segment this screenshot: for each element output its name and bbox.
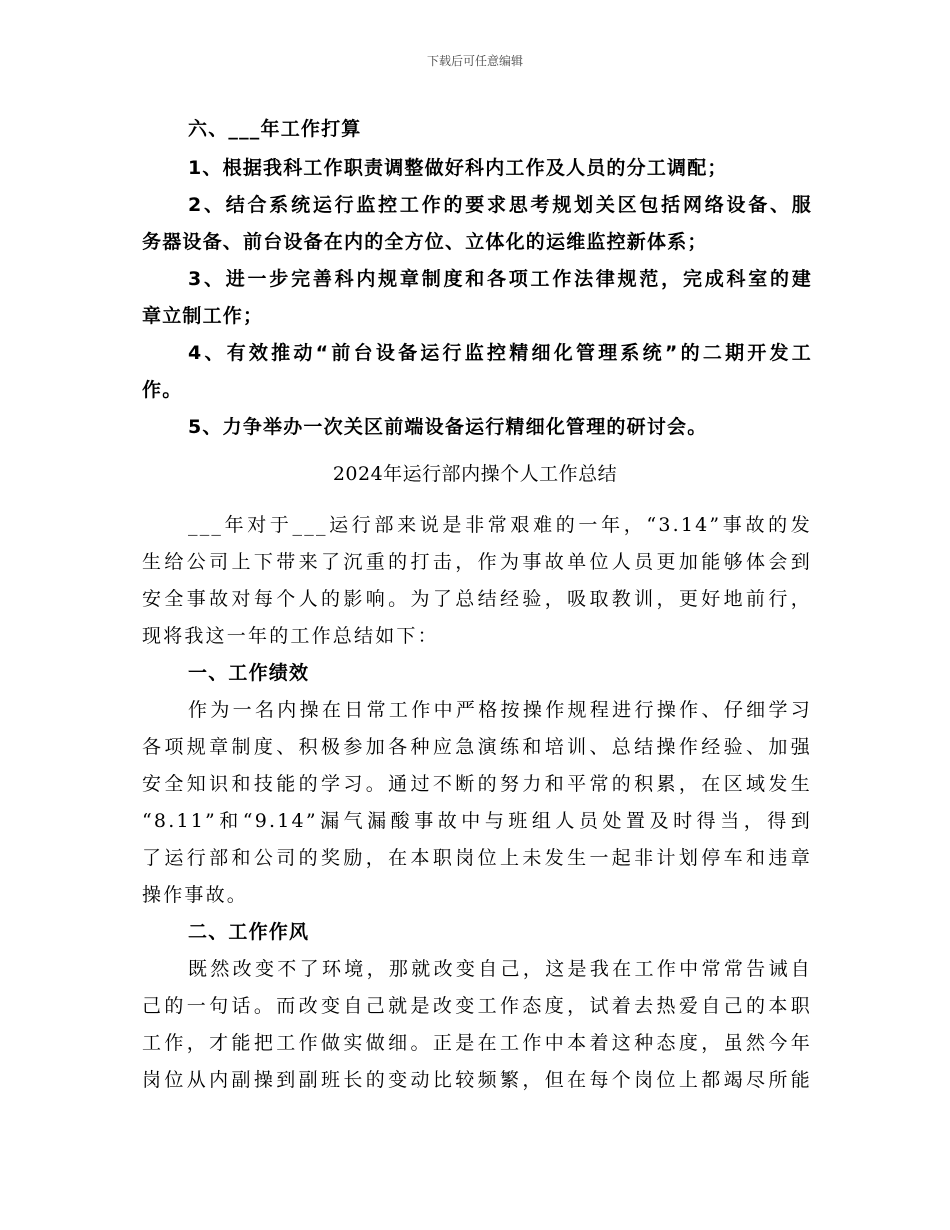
- paragraph-line: 作为一名内操在日常工作中严格按操作规程进行操作、仔细学习: [188, 699, 812, 721]
- paragraph-line: 己的一句话。而改变自己就是改变工作态度，试着去热爱自己的本职: [142, 995, 812, 1017]
- paragraph-line: 现将我这一年的工作总结如下：: [142, 625, 439, 647]
- paragraph-line: 安全知识和技能的学习。通过不断的努力和平常的积累，在区域发生: [142, 773, 812, 795]
- plan-item-line: 5、力争举办一次关区前端设备运行精细化管理的研讨会。: [188, 416, 708, 438]
- paragraph-line: 岗位从内副操到副班长的变动比较频繁，但在每个岗位上都竭尽所能: [142, 1069, 812, 1091]
- section-heading: 二、工作作风: [188, 921, 310, 943]
- section-heading: 一、工作绩效: [188, 662, 310, 684]
- paragraph-line: 操作事故。: [142, 884, 249, 906]
- paragraph-line: 了运行部和公司的奖励，在本职岗位上未发生一起非计划停车和违章: [142, 847, 812, 869]
- paragraph-line: 生给公司上下带来了沉重的打击，作为事故单位人员更加能够体会到: [142, 551, 812, 573]
- plan-item-line: 3、进一步完善科内规章制度和各项工作法律规范，完成科室的建: [188, 268, 812, 290]
- document-title: 2024年运行部内操个人工作总结: [332, 463, 618, 485]
- paragraph-line: 各项规章制度、积极参加各种应急演练和培训、总结操作经验、加强: [142, 736, 812, 758]
- section-heading: 六、___年工作打算: [188, 118, 362, 140]
- plan-item-line: 务器设备、前台设备在内的全方位、立体化的运维监控新体系；: [142, 231, 708, 253]
- plan-item-line: 作。: [142, 379, 183, 401]
- plan-item-line: 1、根据我科工作职责调整做好科内工作及人员的分工调配；: [188, 157, 728, 179]
- paragraph-line: 工作，才能把工作做实做细。正是在工作中本着这种态度，虽然今年: [142, 1032, 812, 1054]
- plan-item-line: 章立制工作；: [142, 305, 264, 327]
- page-header: 下载后可任意编辑: [426, 54, 523, 68]
- paragraph-line: 既然改变不了环境，那就改变自己，这是我在工作中常常告诫自: [188, 958, 812, 980]
- paragraph-line: “8.11”和“9.14”漏气漏酸事故中与班组人员处置及时得当，得到: [142, 810, 812, 832]
- plan-item-line: 2、结合系统运行监控工作的要求思考规划关区包括网络设备、服: [188, 194, 812, 216]
- paragraph-line: ___年对于___运行部来说是非常艰难的一年，“3.14”事故的发: [188, 514, 812, 536]
- paragraph-line: 安全事故对每个人的影响。为了总结经验，吸取教训，更好地前行，: [142, 588, 812, 610]
- plan-item-line: 4、有效推动“前台设备运行监控精细化管理系统”的二期开发工: [188, 342, 812, 364]
